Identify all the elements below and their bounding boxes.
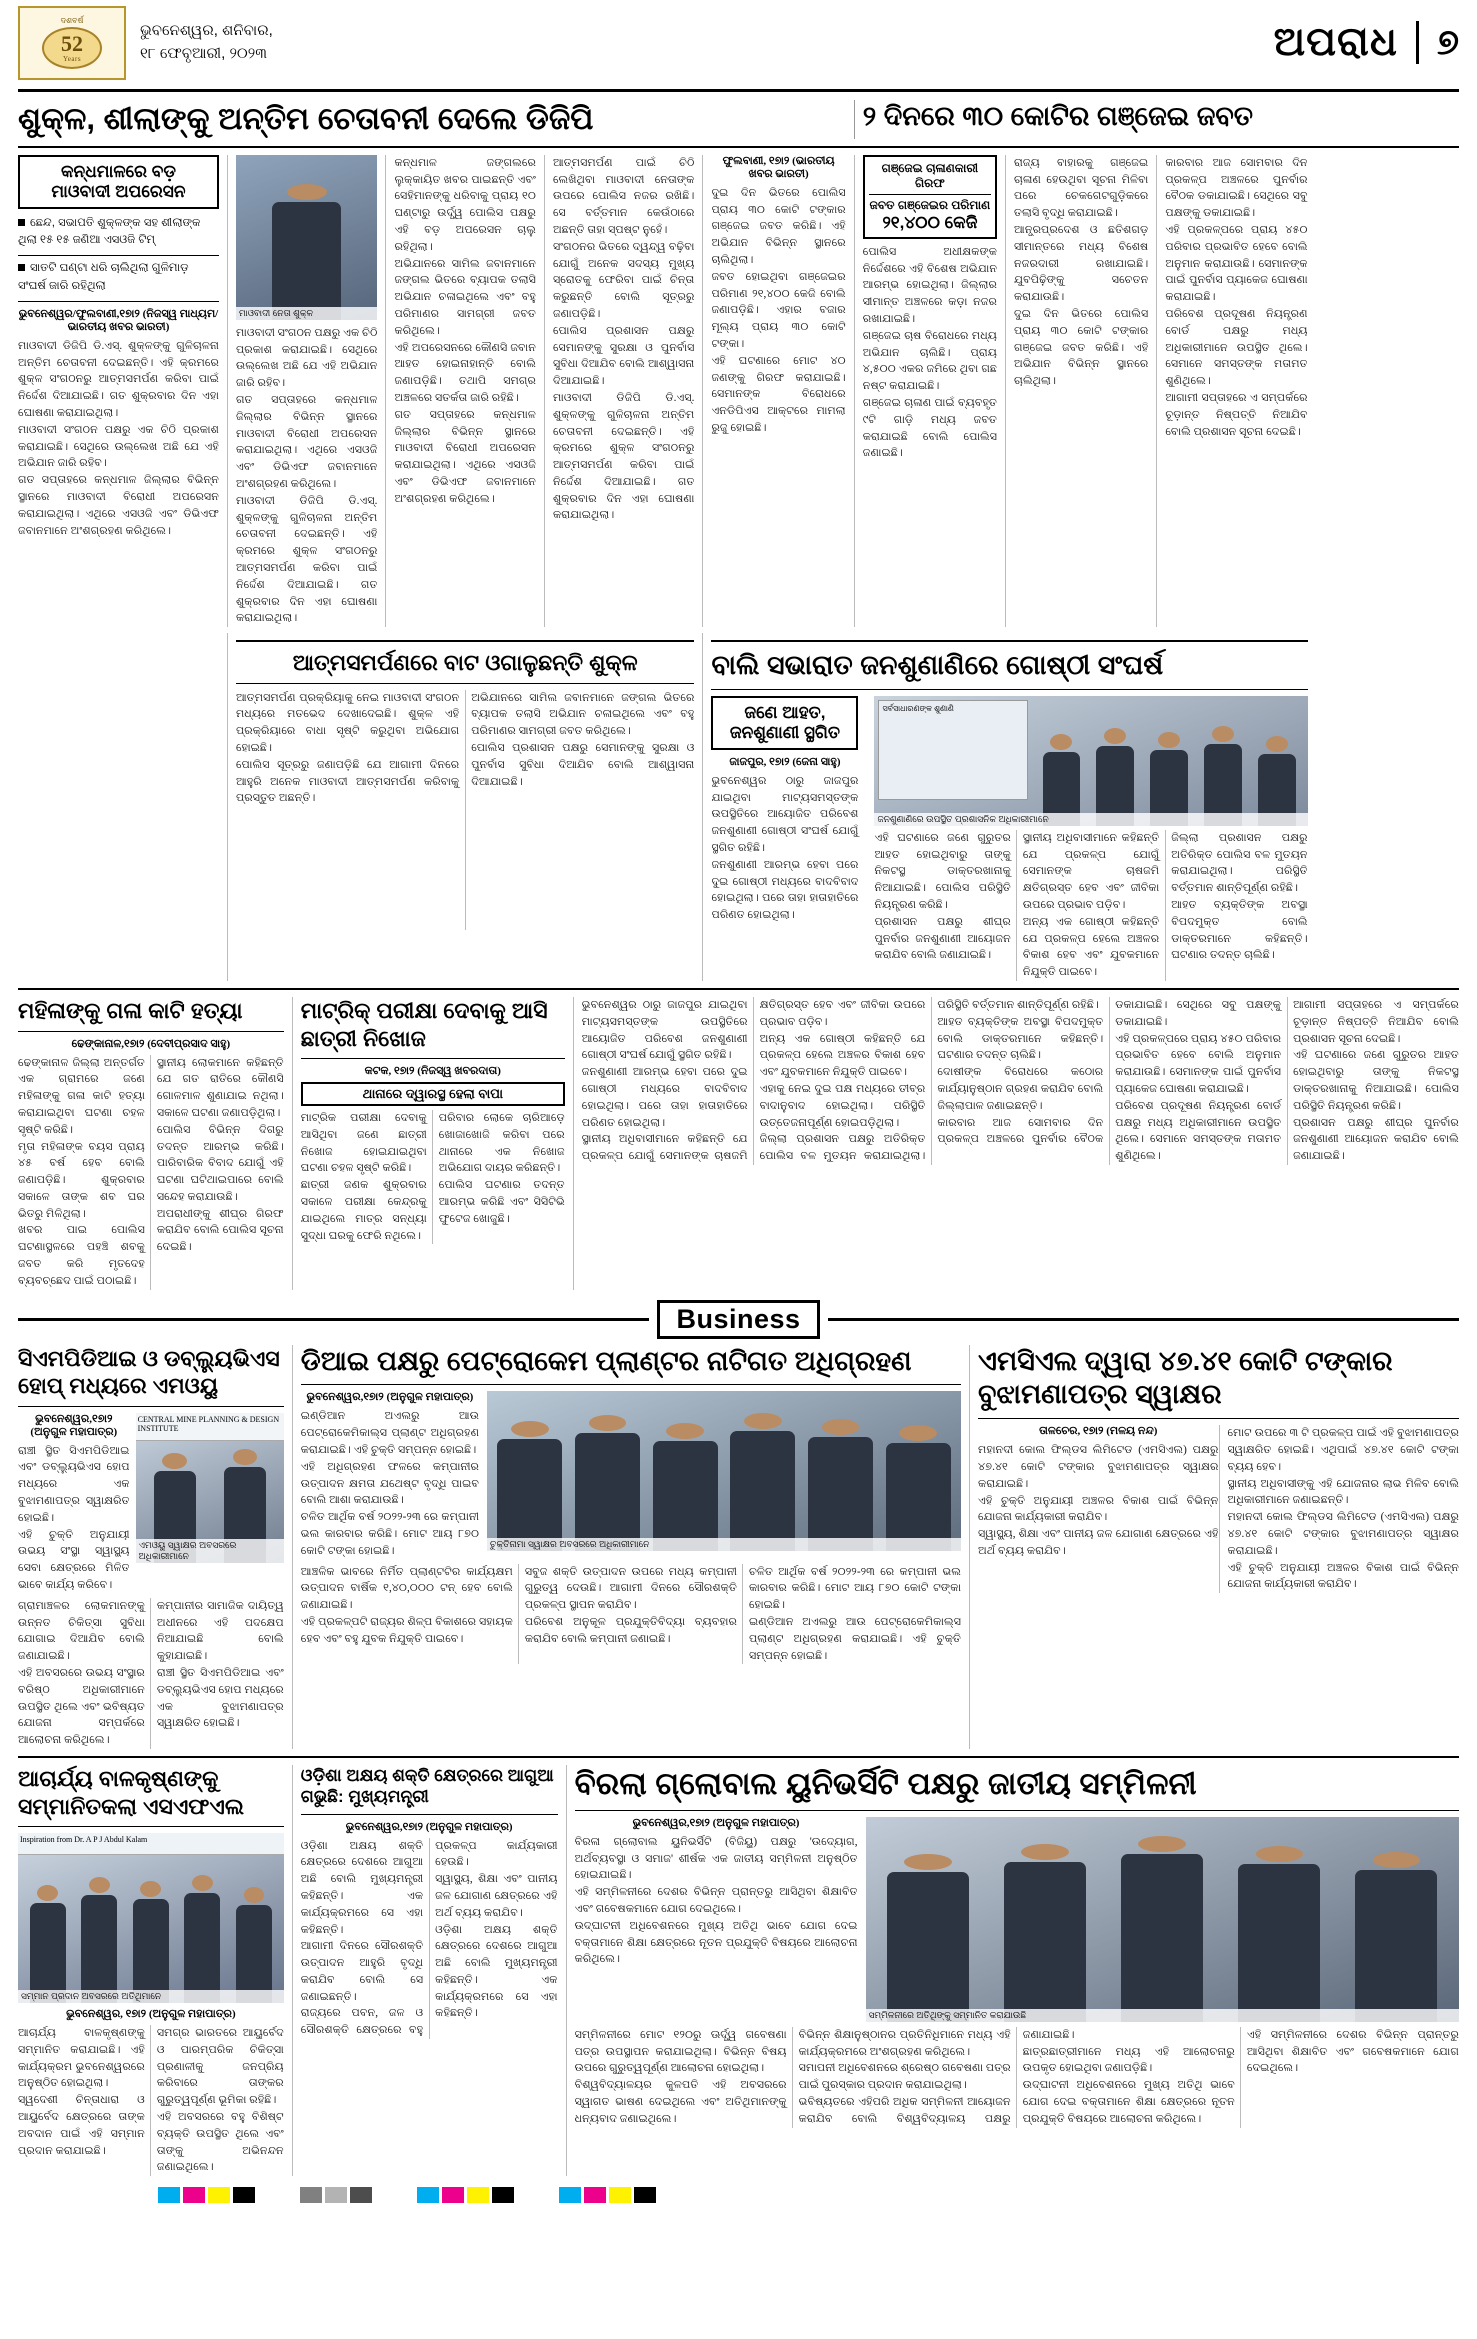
award-photo [18,1833,284,2003]
bali-dateline: ଜାଜପୁର, ୧୭ା୨ (ଜେନା ସାହୁ) [729,755,841,768]
birla-photo [866,1817,1459,2022]
birla-para: ବିଭିନ୍ନ ଶିକ୍ଷାନୁଷ୍ଠାନର ପ୍ରତିନିଧିମାନେ ମଧ୍ୟ ଏହି କାର୍ଯ୍ୟକ୍ରମରେ ଅଂଶଗ୍ରହଣ କରିଥିଲେ। [798,2028,1011,2058]
petro-para: ଚଳିତ ଆର୍ଥିକ ବର୍ଷ ୨୦୨୨-୨୩ ରେ କମ୍ପାନୀ ଭଲ କାରବାର କରିଛି। ମୋଟ ଆୟ ୮୭୦ କୋଟି ଟଙ୍କା ହୋଇଛି। [748,1565,962,1612]
lead-dateline: ଭୁବନେଶ୍ୱର/ଫୁଲବାଣୀ,୧୭ା୨ (ନିଜସ୍ୱ ମାଧ୍ୟମ/ଭାରତୀୟ ଖବର ଭାରତୀ) [18,307,219,333]
lead-col3-para: ଏହି ଅପରେସନରେ କୌଣସି ଜବାନ ଆହତ ହୋଇନାହାନ୍ତି ବୋଲି ଜଣାପଡ଼ିଛି। ତଥାପି ସମଗ୍ର ଅଞ୍ଚଳରେ ସତର୍କତା ଜାରି ରହିଛି। [394,341,536,404]
top-headline-row [18,100,1459,139]
top-section [18,155,1459,627]
bali-box-line1: ଜଣେ ଆହତ, [744,702,826,722]
murder-para: ପୋଲିସ ବିଭିନ୍ନ ଦିଗରୁ ତଦନ୍ତ ଆରମ୍ଭ କରିଛି। ପାରିବାରିକ ବିବାଦ ଯୋଗୁଁ ଏହି ଘଟଣା ଘଟିଥାଇପାରେ ବୋଲି ସନ୍ଦେହ କରାଯାଉଛି। [156,1123,284,1203]
award-para: ସ୍ୱଦେଶୀ ଚିନ୍ତାଧାରା ଓ ଆୟୁର୍ବେଦ କ୍ଷେତ୍ରରେ ତାଙ୍କ ଅବଦାନ ପାଇଁ ଏହି ସମ୍ମାନ ପ୍ରଦାନ କରାଯାଇଛି। [18,2094,145,2157]
murder-dateline: ଢେଙ୍କାନାଳ,୧୭ା୨ (ଦେବୀପ୍ରସାଦ ସାହୁ) [71,1037,231,1050]
bali-headline: ବାଲି ସଭାରାତ ଜନଶୁଣାଣିରେ ଗୋଷ୍ଠୀ ସଂଘର୍ଷ [711,650,1164,681]
ganja-info-box [863,155,997,239]
lead-col4-para: ସଂଗଠନର ଭିତରେ ଦ୍ୱନ୍ଦ୍ୱ ବଢ଼ିବା ଯୋଗୁଁ ଅନେକ ସଦସ୍ୟ ମୁଖ୍ୟ ସ୍ରୋତକୁ ଫେରିବା ପାଇଁ ଚିନ୍ତା କରୁଛନ୍ତି ବୋଲି ସୂତ୍ରରୁ ଜଣାପଡ଼ିଛି। [552,240,695,320]
lead-col4-para: ପୋଲିସ ପ୍ରଶାସନ ପକ୍ଷରୁ ସେମାନଙ୍କୁ ସୁରକ୍ଷା ଓ ପୁନର୍ବାସ ସୁବିଧା ଦିଆଯିବ ବୋଲି ଆଶ୍ୱାସନା ଦିଆଯାଇଛି। [552,324,695,388]
mcl-para: ମହାନଦୀ କୋଲ ଫିଲ୍ଡସ ଲିମିଟେଡ (ଏମସିଏଲ) ପକ୍ଷରୁ ୪୭.୪୧ କୋଟି ଟଙ୍କାର ବୁଝାମଣାପତ୍ର ସ୍ୱାକ୍ଷର କରାଯାଇଛି। [978,1444,1219,1490]
ganja-para: ଦୁଇ ଦିନ ଭିତରେ ପୋଲିସ ପ୍ରାୟ ୩୦ କୋଟି ଟଙ୍କାର ଗଞ୍ଜେଇ ଜବତ କରିଛି। ଏହି ଅଭିଯାନ ବିଭିନ୍ନ ସ୍ଥାନରେ ଚାଲିଥିଲା। [1014,307,1149,388]
petro-headline: ଡିଆଇ ପକ୍ଷରୁ ପେଟ୍ରୋକେମ ପ୍ଲାଣ୍ଟର ନାଟିଗତ ଅଧିଗ୍ରହଣ [300,1345,912,1376]
bali-cont-para: ପରିବେଶ ପ୍ରଦୂଷଣ ନିୟନ୍ତ୍ରଣ ବୋର୍ଡ ପକ୍ଷରୁ ମଧ୍ୟ ଅଧିକାରୀମାନେ ଉପସ୍ଥିତ ଥିଲେ। ସେମାନେ ସମସ୍ତଙ୍କ ମତାମତ ଶୁଣିଥିଲେ। [1115,1099,1282,1163]
logo-anniversary-ring [42,27,102,69]
masthead-dateline [140,20,273,65]
bali-cont-para: ଆଗାମୀ ସପ୍ତାହରେ ଏ ସମ୍ପର୍କରେ ଚୂଡ଼ାନ୍ତ ନିଷ୍ପତ୍ତି ନିଆଯିବ ବୋଲି ପ୍ରଶାସନ ସୂଚନା ଦେଇଛି। [1293,999,1459,1045]
birla-para: ଉଦ୍‌ଘାଟନୀ ଅଧିବେଶନରେ ମୁଖ୍ୟ ଅତିଥି ଭାବେ ଯୋଗ ଦେଇ ବକ୍ତାମାନେ ଶିକ୍ଷା କ୍ଷେତ୍ରରେ ନୂତନ ପ୍ରଯୁକ୍ତି ବିଷୟରେ ଆଲୋଚନା କରିଥିଲେ। [574,1919,858,1966]
murder-headline: ମହିଳାଙ୍କୁ ଗଳା କାଟି ହତ୍ୟା [18,998,243,1024]
ganja-box-qty: ୨୧,୪୦୦ କେଜି [882,212,978,232]
energy-para: ଆଗାମୀ ଦିନରେ ସୌରଶକ୍ତି ଉତ୍ପାଦନ ଆହୁରି ବୃଦ୍ଧି କରାଯିବ ବୋଲି ସେ ଜଣାଇଛନ୍ତି। [300,1940,424,2003]
lead-col3-para: କନ୍ଧମାଳ ଜଙ୍ଗଲରେ ଲୁକ୍କାୟିତ ଖବର ପାଇଛନ୍ତି ଏବଂ ସେହିମାନଙ୍କୁ ଧରିବାକୁ ପ୍ରାୟ ୧୦ ଘଣ୍ଟାରୁ ଉର୍ଦ୍ଧ୍ୱ ପୋଲିସ ପକ୍ଷରୁ ଏହି ବଡ଼ ଅପରେସନ ଚାଲୁ ରହିଥିଲା। [394,156,536,253]
birla-para: ସମ୍ମିଳନୀରେ ମୋଟ ୧୨୦ରୁ ଊର୍ଦ୍ଧ୍ୱ ଗବେଷଣା ପତ୍ର ଉପସ୍ଥାପନ କରାଯାଇଥିଲା। ବିଭିନ୍ନ ବିଷୟ ଉପରେ ଗୁରୁତ୍ୱପୂର୍ଣ୍ଣ ଆଲୋଚନା ହୋଇଥିଲା। [574,2028,787,2075]
petro-para: ଆଞ୍ଚଳିକ ଭାବରେ ନିର୍ମିତ ପ୍ଲାଣ୍ଟଟିର କାର୍ଯ୍ୟକ୍ଷମ ଉତ୍ପାଦନ ବାର୍ଷିକ ୧,୪୦,୦୦୦ ଟନ୍ ହେବ ବୋଲି ଜଣାଯାଇଛି। [300,1565,513,1612]
energy-para: ରାଜ୍ୟରେ ପବନ, ଜଳ ଓ ସୌରଶକ୍ତି କ୍ଷେତ୍ରରେ ବହୁ ପ୍ରକଳ୍ପ କାର୍ଯ୍ୟକାରୀ ହେଉଛି। [300,1839,558,2037]
bali-cont-para: ଦୋଷୀଙ୍କ ବିରୋଧରେ କଠୋର କାର୍ଯ୍ୟାନୁଷ୍ଠାନ ଗ୍ରହଣ କରାଯିବ ବୋଲି ଜିଲ୍ଲାପାଳ ଜଣାଇଛନ୍ତି। [937,1066,1104,1112]
ganja-para: ପୋଲିସ ଅଧୀକ୍ଷକଙ୍କ ନିର୍ଦ୍ଦେଶରେ ଏହି ବିଶେଷ ଅଭିଯାନ ଆରମ୍ଭ ହୋଇଥିଲା। ଜିଲ୍ଲାର ସୀମାନ୍ତ ଅଞ୍ଚଳରେ କଡ଼ା ନଜର ରଖାଯାଇଛି। [862,245,998,325]
color-group-4 [559,2187,659,2203]
photo-caption: ଚୁକ୍ତିନାମା ସ୍ୱାକ୍ଷର ଅବସରରେ ଅଧିକାରୀମାନେ [487,1538,961,1551]
bali-para: ଜିଲ୍ଲା ପ୍ରଶାସନ ପକ୍ଷରୁ ଅତିରିକ୍ତ ପୋଲିସ ବଳ ମୁତୟନ କରାଯାଇଥିଲା। ପରିସ୍ଥିତି ବର୍ତ୍ତମାନ ଶାନ୍ତିପୂର୍ଣ୍ଣ ରହିଛି। [1171,831,1308,895]
mou-para: ରାଞ୍ଚୀ ସ୍ଥିତ ସିଏମପିଡିଆଇ ଏବଂ ଡବ୍ଲ୍ୟୁଭିଏସ ହୋପ ମଧ୍ୟରେ ଏକ ବୁଝାମଣାପତ୍ର ସ୍ୱାକ୍ଷରିତ ହୋଇଛି। [18,1444,130,1524]
mou-para: ରାଞ୍ଚୀ ସ୍ଥିତ ସିଏମପିଡିଆଇ ଏବଂ ଡବ୍ଲ୍ୟୁଭିଏସ ହୋପ ମଧ୍ୟରେ ଏକ ବୁଝାମଣାପତ୍ର ସ୍ୱାକ୍ଷରିତ ହୋଇଛି। [156,1667,284,1730]
logo-years-number: 52 [61,31,83,56]
petro-photo [487,1391,961,1551]
bali-cont-para: ଜନଶୁଣାଣୀ ଆରମ୍ଭ ହେବା ପରେ ଦୁଇ ଗୋଷ୍ଠୀ ମଧ୍ୟରେ ବାଦବିବାଦ ହୋଇଥିଲା। ପରେ ତାହା ହାତାହାତିରେ ପରିଣତ ହୋଇଥିଲା। [581,1066,748,1129]
exam-para: ପରିବାର ଲୋକେ ଚାରିଆଡ଼େ ଖୋଜାଖୋଜି କରିବା ପରେ ଥାନାରେ ଏକ ନିଖୋଜ ଅଭିଯୋଗ ଦାୟର କରିଛନ୍ତି। [438,1112,565,1175]
birla-para: ବିଶ୍ୱବିଦ୍ୟାଳୟର କୁଳପତି ଏହି ଅବସରରେ ସ୍ୱାଗତ ଭାଷଣ ଦେଇଥିଲେ ଏବଂ ଅତିଥିମାନଙ୍କୁ ଧନ୍ୟବାଦ ଜଣାଇଥିଲେ। [574,2079,787,2125]
bali-cont-para: ଏହି ଘଟଣାରେ ଜଣେ ଗୁରୁତର ଆହତ ହୋଇଥିବାରୁ ତାଙ୍କୁ ନିକଟସ୍ଥ ଡାକ୍ତରଖାନାକୁ ନିଆଯାଇଛି। ପୋଲିସ ପରିସ୍ଥିତି ନିୟନ୍ତ୍ରଣ କରିଛି। [1293,1049,1459,1112]
ganja-para: ଗଞ୍ଜେଇ ଚାଳାଣ ପାଇଁ ବ୍ୟବହୃତ ୯ଟି ଗାଡ଼ି ମଧ୍ୟ ଜବତ କରାଯାଇଛି ବୋଲି ପୋଲିସ ଜଣାଇଛି। [862,396,998,460]
birla-para: ସମାପନୀ ଅଧିବେଶନରେ ଶ୍ରେଷ୍ଠ ଗବେଷଣା ପତ୍ର ପାଇଁ ପୁରସ୍କାର ପ୍ରଦାନ କରାଯାଇଥିଲା। [798,2062,1011,2092]
murder-para: ଖବର ପାଇ ପୋଲିସ ଘଟଣାସ୍ଥଳରେ ପହଞ୍ଚି ଶବକୁ ଜବତ କରି ମୃତଦେହ ବ୍ୟବଚ୍ଛେଦ ପାଇଁ ପଠାଇଛି। [18,1224,145,1287]
bullet-text: ସାତଟି ଘଣ୍ଟା ଧରି ଚାଲିଥିଲା ଗୁଳିମାଡ଼ ସଂଘର୍ଷ ଜାରି ରହିଥିଲା [18,262,189,292]
birla-para: ବିରଳା ଗ୍ଲୋବାଲ ୟୁନିଭର୍ସିଟି (ବିଜିୟୁ) ପକ୍ଷରୁ 'ଉଦ୍ୟୋଗ, ଅର୍ଥବ୍ୟବସ୍ଥା ଓ ସମାଜ' ଶୀର୍ଷକ ଏକ ଜାତୀୟ ସମ୍ମିଳନୀ ଅନୁଷ୍ଠିତ ହୋଇଯାଇଛି। [574,1835,858,1882]
ganja-para: ଦୁଇ ଦିନ ଭିତରେ ପୋଲିସ ପ୍ରାୟ ୩୦ କୋଟି ଟଙ୍କାର ଗଞ୍ଜେଇ ଜବତ କରିଛି। ଏହି ଅଭିଯାନ ବିଭିନ୍ନ ସ୍ଥାନରେ ଚାଲିଥିଲା। [711,186,846,266]
murder-para: ଅପରାଧୀଙ୍କୁ ଶୀଘ୍ର ଗିରଫ କରାଯିବ ବୋଲି ପୋଲିସ ସୂଚନା ଦେଇଛି। [156,1207,284,1254]
exam-headline: ମାଟ୍ରିକ୍ ପରୀକ୍ଷା ଦେବାକୁ ଆସି ଛାତ୍ରୀ ନିଖୋଜ [300,998,548,1051]
mcl-dateline: ତାଳଚେର, ୧୭ା୨ (ମଳୟ ନନ୍ଦ) [1039,1425,1158,1438]
ganja-para: ଜବତ ହୋଇଥିବା ଗଞ୍ଜେଇର ପରିମାଣ ୨୧,୪୦୦ କେଜି ବୋଲି ଜଣାପଡ଼ିଛି। ଏହାର ବଜାର ମୂଲ୍ୟ ପ୍ରାୟ ୩୦ କୋଟି ଟଙ୍କା। [711,270,846,350]
bali-para: ଜନଶୁଣାଣୀ ଆରମ୍ଭ ହେବା ପରେ ଦୁଇ ଗୋଷ୍ଠୀ ମଧ୍ୟରେ ବାଦବିବାଦ ହୋଇଥିଲା। ପରେ ତାହା ହାତାହାତିରେ ପରିଣତ ହୋଇଥିଲା। [711,858,859,922]
mou-photo [136,1413,284,1563]
energy-headline: ଓଡ଼ିଶା ଅକ୍ଷୟ ଶକ୍ତି କ୍ଷେତ୍ରରେ ଆଗୁଆ ଗଭୁଛି: ମୁଖ୍ୟମନ୍ତ୍ରୀ [300,1766,554,1807]
bali-para: ଏହି ପ୍ରକଳ୍ପରେ ପ୍ରାୟ ୪୫୦ ପରିବାର ପ୍ରଭାବିତ ହେବେ ବୋଲି ଅନୁମାନ କରାଯାଉଛି। ସେମାନଙ୍କ ପାଇଁ ପୁନର୍ବାସ ପ୍ୟାକେଜ ଘୋଷଣା କରାଯାଇଛି। [1165,223,1308,304]
petro-para: ଏହି ଅଧିଗ୍ରହଣ ଫଳରେ କମ୍ପାନୀର ଉତ୍ପାଦନ କ୍ଷମତା ଯଥେଷ୍ଟ ବୃଦ୍ଧି ପାଇବ ବୋଲି ଆଶା କରାଯାଉଛି। [300,1460,480,1507]
photo-banner: ସର୍ବସାଧାରଣଙ୍କ ଶୁଣାଣି [878,700,1028,800]
business-row-2 [18,1765,1459,2176]
lead-headline: ଶୁକ୍ଳ, ଶୀଲାଙ୍କୁ ଅନ୍ତିମ ଚେତାବନୀ ଦେଲେ ଡିଜିପି [18,101,594,136]
surrender-para: ଅଭିଯାନରେ ସାମିଲ ଜବାନମାନେ ଜଙ୍ଗଲ ଭିତରେ ବ୍ୟାପକ ତଲାସି ଅଭିଯାନ ଚଳାଇଥିଲେ ଏବଂ ବହୁ ପରିମାଣର ସାମଗ୍ରୀ ଜବତ କରିଥିଲେ। [471,691,695,738]
mcl-para: ଏହି ଚୁକ୍ତି ଅନୁଯାୟୀ ଅଞ୍ଚଳର ବିକାଶ ପାଇଁ ବିଭିନ୍ନ ଯୋଜନା କାର୍ଯ୍ୟକାରୀ କରାଯିବ। [1227,1561,1459,1591]
surrender-para: ପୋଲିସ ପ୍ରଶାସନ ପକ୍ଷରୁ ସେମାନଙ୍କୁ ସୁରକ୍ଷା ଓ ପୁନର୍ବାସ ସୁବିଧା ଦିଆଯିବ ବୋଲି ଆଶ୍ୱାସନା ଦିଆଯାଇଛି। [471,741,695,788]
photo-caption: ମାଓବାଦୀ ନେତା ଶୁକ୍ଳ [236,307,378,320]
maoist-leader-photo [236,155,378,320]
mou-para: ଗ୍ରାମାଞ୍ଚଳର ଲୋକମାନଙ୍କୁ ଉନ୍ନତ ଚିକିତ୍ସା ସୁବିଧା ଯୋଗାଇ ଦିଆଯିବ ବୋଲି ଜଣାଯାଇଛି। [18,1599,145,1663]
mou-para: କମ୍ପାନୀର ସାମାଜିକ ଦାୟିତ୍ୱ ଅଧୀନରେ ଏହି ପଦକ୍ଷେପ ନିଆଯାଇଛି ବୋଲି କୁହାଯାଇଛି। [156,1599,284,1663]
bali-box-line2: ଜନଶୁଣାଣୀ ସ୍ଥଗିତ [729,722,841,742]
masthead [18,0,1459,92]
ganja-box-line2: ଜବତ ଗଞ୍ଜେଇର ପରିମାଣ [869,197,991,212]
birla-para: ଭବିଷ୍ୟତରେ ଏହିପରି ଅଧିକ ସମ୍ମିଳନୀ ଆୟୋଜନ କରାଯିବ ବୋଲି ବିଶ୍ୱବିଦ୍ୟାଳୟ ପକ୍ଷରୁ ଜଣାଯାଇଛି। [798,2028,1075,2125]
masthead-place: ଭୁବନେଶ୍ୱର, ଶନିବାର, [140,22,273,39]
birla-para: ଏହି ସମ୍ମିଳନୀରେ ଦେଶର ବିଭିନ୍ନ ପ୍ରାନ୍ତରୁ ଆସିଥିବା ଶିକ୍ଷାବିତ ଏବଂ ଗବେଷକମାନେ ଯୋଗ ଦେଇଥିଲେ। [574,1886,858,1915]
bali-cont-para: ଅନ୍ୟ ଏକ ଗୋଷ୍ଠୀ କହିଛନ୍ତି ଯେ ପ୍ରକଳ୍ପ ହେଲେ ଅଞ୍ଚଳର ବିକାଶ ହେବ ଏବଂ ଯୁବକମାନେ ନିଯୁକ୍ତି ପାଇବେ। [759,1032,926,1079]
award-dateline: ଭୁବନେଶ୍ୱର, ୧୭ା୨ (ଅନୁଗୁଳ ମହାପାତ୍ର) [66,2008,236,2021]
photo-caption: ଜନଶୁଣାଣିରେ ଉପସ୍ଥିତ ପ୍ରଶାସନିକ ଅଧିକାରୀମାନେ [874,813,1307,826]
bali-para: ପ୍ରଶାସନ ପକ୍ଷରୁ ଶୀଘ୍ର ପୁନର୍ବାର ଜନଶୁଣାଣୀ ଆୟୋଜନ କରାଯିବ ବୋଲି ଜଣାଯାଇଛି। [874,915,1011,962]
photo-caption: ସମ୍ମାନ ପ୍ରଦାନ ଅବସରରେ ଅତିଥିମାନେ [18,1990,284,2003]
award-para: ଆଚାର୍ଯ୍ୟ ବାଳକୃଷ୍ଣଙ୍କୁ ସମ୍ମାନିତ କରାଯାଇଛି। ଏହି କାର୍ଯ୍ୟକ୍ରମ ଭୁବନେଶ୍ୱରରେ ଅନୁଷ୍ଠିତ ହୋଇଥିଲା। [18,2027,145,2090]
lead-col3-para: ଗତ ସପ୍ତାହରେ କନ୍ଧମାଳ ଜିଲ୍ଲାର ବିଭିନ୍ନ ସ୍ଥାନରେ ମାଓବାଦୀ ବିରୋଧୀ ଅପରେସନ କରାଯାଇଥିଲା। ଏଥିରେ ଏସଓଜି ଏବଂ ଡିଭିଏଫ ଜବାନମାନେ ଅଂଶଗ୍ରହଣ କରିଥିଲେ। [394,408,536,505]
murder-para: ଢେଙ୍କାନାଳ ଜିଲ୍ଲା ଅନ୍ତର୍ଗତ ଏକ ଗ୍ରାମରେ ଜଣେ ମହିଳାଙ୍କୁ ଗଳା କାଟି ହତ୍ୟା କରାଯାଇଥିବା ଘଟଣା ଚହଳ ସୃଷ୍ଟି କରିଛି। [18,1056,145,1136]
masthead-section-block [1274,20,1459,65]
color-group-1 [158,2187,258,2203]
lead-para: ମାଓବାଦୀ ଡିଜିପି ଡି.ଏସ୍. ଶୁକ୍ଳଙ୍କୁ ଗୁଳିଚାଳନା ଅନ୍ତିମ ଚେତାବନୀ ଦେଇଛନ୍ତି। ଏହି କ୍ରମରେ ଶୁକ୍ଳ ସଂଗଠନରୁ ଆତ୍ମସମର୍ପଣ କରିବା ପାଇଁ ନିର୍ଦ୍ଦେଶ ଦିଆଯାଇଛି। ଗତ ଶୁକ୍ରବାର ଦିନ ଏହା ଘୋଷଣା କରାଯାଇଥିଲା। [235,494,378,625]
bali-para: ଆଗାମୀ ସପ୍ତାହରେ ଏ ସମ୍ପର୍କରେ ଚୂଡ଼ାନ୍ତ ନିଷ୍ପତ୍ତି ନିଆଯିବ ବୋଲି ପ୍ରଶାସନ ସୂଚନା ଦେଇଛି। [1165,391,1308,438]
color-registration-bar [18,2184,1459,2206]
page-number: ୭ [1416,21,1459,64]
bali-sub-box [711,696,858,750]
color-group-3 [417,2187,517,2203]
surrender-para: ଆତ୍ମସମର୍ପଣ ପ୍ରକ୍ରିୟାକୁ ନେଇ ମାଓବାଦୀ ସଂଗଠନ ମଧ୍ୟରେ ମତଭେଦ ଦେଖାଦେଇଛି। ଶୁକ୍ଳ ଏହି ପ୍ରକ୍ରିୟାରେ ବାଧା ସୃଷ୍ଟି କରୁଥିବା ଅଭିଯୋଗ ହୋଇଛି। [235,691,460,754]
mcl-para: ମୋଟ ଉପରେ ୩ ଟି ପ୍ରକଳ୍ପ ପାଇଁ ଏହି ବୁଝାମଣାପତ୍ର ସ୍ୱାକ୍ଷରିତ ହୋଇଛି। ଏଥିପାଇଁ ୪୭.୪୧ କୋଟି ଟଙ୍କା ବ୍ୟୟ ହେବ। [1227,1427,1459,1473]
photo-caption: ଏମଓୟୁ ସ୍ୱାକ୍ଷର ଅବସରରେ ଅଧିକାରୀମାନେ [136,1539,284,1563]
mou-para: ଏହି ଚୁକ୍ତି ଅନୁଯାୟୀ ଉଭୟ ସଂସ୍ଥା ସ୍ୱାସ୍ଥ୍ୟ ସେବା କ୍ଷେତ୍ରରେ ମିଳିତ ଭାବେ କାର୍ଯ୍ୟ କରିବେ। [18,1528,130,1592]
surrender-para: ପୋଲିସ ସୂତ୍ରରୁ ଜଣାପଡ଼ିଛି ଯେ ଆଗାମୀ ଦିନରେ ଆହୁରି ଅନେକ ମାଓବାଦୀ ଆତ୍ମସମର୍ପଣ କରିବାକୁ ପ୍ରସ୍ତୁତ ଅଛନ୍ତି। [235,758,460,805]
bali-para: କାରବାର ଆଜ ସୋମବାର ଦିନ ପ୍ରକଳ୍ପ ଅଞ୍ଚଳରେ ପୁନର୍ବାର ବୈଠକ ଡକାଯାଇଛି। ସେଥିରେ ସବୁ ପକ୍ଷଙ୍କୁ ଡକାଯାଇଛି। [1165,156,1308,220]
exam-para: ଛାତ୍ରୀ ଜଣକ ଶୁକ୍ରବାର ସକାଳେ ପରୀକ୍ଷା କେନ୍ଦ୍ରକୁ ଯାଇଥିଲେ ମାତ୍ର ସନ୍ଧ୍ୟା ସୁଦ୍ଧା ଘରକୁ ଫେରି ନଥିଲେ। [300,1179,427,1242]
bali-cont-para: ଏହି ପ୍ରକଳ୍ପରେ ପ୍ରାୟ ୪୫୦ ପରିବାର ପ୍ରଭାବିତ ହେବେ ବୋଲି ଅନୁମାନ କରାଯାଉଛି। ସେମାନଙ୍କ ପାଇଁ ପୁନର୍ବାସ ପ୍ୟାକେଜ ଘୋଷଣା କରାଯାଇଛି। [1115,1032,1282,1095]
petro-para: ଇଣ୍ଡିଆନ ଅଏଲରୁ ଆଉ ପେଟ୍ରୋକେମିକାଲ୍ସ ପ୍ଲାଣ୍ଟ ଅଧିଗ୍ରହଣ କରାଯାଇଛି। ଏହି ଚୁକ୍ତି ସମ୍ପନ୍ନ ହୋଇଛି। [748,1615,962,1662]
award-headline: ଆଚାର୍ଯ୍ୟ ବାଳକୃଷ୍ଣଙ୍କୁ ସମ୍ମାନିତକଲା ଏସଏଫଏଲ [18,1766,245,1819]
bali-para: ଆହତ ବ୍ୟକ୍ତିଙ୍କ ଅବସ୍ଥା ବିପଦମୁକ୍ତ ବୋଲି ଡାକ୍ତରମାନେ କହିଛନ୍ତି। ଘଟଣାର ତଦନ୍ତ ଚାଲିଛି। [1171,899,1308,962]
mcl-para: ସ୍ୱାସ୍ଥ୍ୟ, ଶିକ୍ଷା ଏବଂ ପାନୀୟ ଜଳ ଯୋଗାଣ କ୍ଷେତ୍ରରେ ଏହି ଅର୍ଥ ବ୍ୟୟ କରାଯିବ। [978,1528,1219,1557]
exam-para: ମାଟ୍ରିକ ପରୀକ୍ଷା ଦେବାକୁ ଆସିଥିବା ଜଣେ ଛାତ୍ରୀ ନିଖୋଜ ହୋଇଯାଇଥିବା ଘଟଣା ଚହଳ ସୃଷ୍ଟି କରିଛି। [300,1112,427,1175]
publication-logo [18,6,126,80]
photo-banner: Inspiration from Dr. A P J Abdul Kalam [18,1833,284,1855]
birla-dateline: ଭୁବନେଶ୍ୱର,୧୭ା୨ (ଅନୁଗୁଳ ମହାପାତ୍ର) [632,1816,800,1829]
business-section-label: Business [657,1300,819,1339]
lead-col4-para: ଆତ୍ମସମର୍ପଣ ପାଇଁ ଚିଠି ଲେଖିଥିବା ମାଓବାଦୀ ନେତାଙ୍କ ଉପରେ ପୋଲିସ ନଜର ରଖିଛି। ସେ ବର୍ତ୍ତମାନ କେଉଁଠାରେ ଅଛନ୍ତି ତାହା ସ୍ପଷ୍ଟ ନୁହେଁ। [552,156,695,236]
bullet-item [18,260,219,295]
section-title: ଅପରାଧ [1273,20,1398,64]
lead-col3-para: ଅଭିଯାନରେ ସାମିଲ ଜବାନମାନେ ଜଙ୍ଗଲ ଭିତରେ ବ୍ୟାପକ ତଲାସି ଅଭିଯାନ ଚଳାଇଥିଲେ ଏବଂ ବହୁ ପରିମାଣର ସାମଗ୍ରୀ ଜବତ କରିଥିଲେ। [394,257,536,337]
mcl-para: ସ୍ଥାନୀୟ ଅଧିବାସୀଙ୍କୁ ଏହି ଯୋଜନାର ଲାଭ ମିଳିବ ବୋଲି ଅଧିକାରୀମାନେ ଜଣାଇଛନ୍ତି। [1227,1477,1459,1507]
energy-para: ଓଡ଼ିଶା ଅକ୍ଷୟ ଶକ୍ତି କ୍ଷେତ୍ରରେ ଦେଶରେ ଆଗୁଆ ଅଛି ବୋଲି ମୁଖ୍ୟମନ୍ତ୍ରୀ କହିଛନ୍ତି। ଏକ କାର୍ଯ୍ୟକ୍ରମରେ ସେ ଏହା କହିଛନ୍ତି। [300,1839,424,1936]
petro-para: ଚଳିତ ଆର୍ଥିକ ବର୍ଷ ୨୦୨୨-୨୩ ରେ କମ୍ପାନୀ ଭଲ କାରବାର କରିଛି। ମୋଟ ଆୟ ୮୭୦ କୋଟି ଟଙ୍କା ହୋଇଛି। [300,1511,480,1557]
award-para: ସମଗ୍ର ଭାରତରେ ଆୟୁର୍ବେଦ ଓ ପାରମ୍ପରିକ ଚିକିତ୍ସା ପ୍ରଣାଳୀକୁ ଜନପ୍ରିୟ କରିବାରେ ତାଙ୍କର ଗୁରୁତ୍ୱପୂର୍ଣ୍ଣ ଭୂମିକା ରହିଛି। [156,2027,284,2107]
bali-cont-para: ଆହତ ବ୍ୟକ୍ତିଙ୍କ ଅବସ୍ଥା ବିପଦମୁକ୍ତ ବୋଲି ଡାକ୍ତରମାନେ କହିଛନ୍ତି। ଘଟଣାର ତଦନ୍ତ ଚାଲିଛି। [937,1015,1104,1062]
kicker-line2: ମାଓବାଦୀ ଅପରେସନ [51,181,186,201]
bullet-item [18,215,219,250]
lead-para: ଗତ ସପ୍ତାହରେ କନ୍ଧମାଳ ଜିଲ୍ଲାର ବିଭିନ୍ନ ସ୍ଥାନରେ ମାଓବାଦୀ ବିରୋଧୀ ଅପରେସନ କରାଯାଇଥିଲା। ଏଥିରେ ଏସଓଜି ଏବଂ ଡିଭିଏଫ ଜବାନମାନେ ଅଂଶଗ୍ରହଣ କରିଥିଲେ। [18,474,219,537]
petro-para: ଇଣ୍ଡିଆନ ଅଏଲରୁ ଆଉ ପେଟ୍ରୋକେମିକାଲ୍ସ ପ୍ଲାଣ୍ଟ ଅଧିଗ୍ରହଣ କରାଯାଇଛି। ଏହି ଚୁକ୍ତି ସମ୍ପନ୍ନ ହୋଇଛି। [300,1410,480,1457]
second-band [18,633,1459,981]
mcl-headline: ଏମସିଏଲ ଦ୍ୱାରା ୪୭.୪୧ କୋଟି ଟଙ୍କାର ବୁଝାମଣାପତ୍ର ସ୍ୱାକ୍ଷର [978,1345,1393,1410]
lead-bullets [18,215,219,295]
lead-para: ମାଓବାଦୀ ସଂଗଠନ ପକ୍ଷରୁ ଏକ ଚିଠି ପ୍ରକାଶ କରାଯାଇଛି। ସେଥିରେ ଉଲ୍ଲେଖ ଅଛି ଯେ ଏହି ଅଭିଯାନ ଜାରି ରହିବ। [18,423,219,470]
bali-cont-para: ସ୍ଥାନୀୟ ଅଧିବାସୀମାନେ କହିଛନ୍ତି ଯେ ପ୍ରକଳ୍ପ ଯୋଗୁଁ ସେମାନଙ୍କ ଚାଷଜମି କ୍ଷତିଗ୍ରସ୍ତ ହେବ ଏବଂ ଜୀବିକା ଉପରେ ପ୍ରଭାବ ପଡ଼ିବ। [581,999,926,1163]
ganja-para: ଗଞ୍ଜେଇ ଚାଷ ବିରୋଧରେ ମଧ୍ୟ ଅଭିଯାନ ଚାଲିଛି। ପ୍ରାୟ ୪,୫୦୦ ଏକର ଜମିରେ ଥିବା ଗଛ ନଷ୍ଟ କରାଯାଇଛି। [862,329,998,393]
lead-kicker-box [18,155,219,209]
petro-para: ପରିବେଶ ଅନୁକୂଳ ପ୍ରଯୁକ୍ତିବିଦ୍ୟା ବ୍ୟବହାର କରାଯିବ ବୋଲି କମ୍ପାନୀ ଜଣାଇଛି। [524,1615,737,1645]
bali-cont-para: କାରବାର ଆଜ ସୋମବାର ଦିନ ପ୍ରକଳ୍ପ ଅଞ୍ଚଳରେ ପୁନର୍ବାର ବୈଠକ ଡକାଯାଇଛି। ସେଥିରେ ସବୁ ପକ୍ଷଙ୍କୁ ଡକାଯାଇଛି। [937,999,1282,1146]
bali-para: ଅନ୍ୟ ଏକ ଗୋଷ୍ଠୀ କହିଛନ୍ତି ଯେ ପ୍ରକଳ୍ପ ହେଲେ ଅଞ୍ଚଳର ବିକାଶ ହେବ ଏବଂ ଯୁବକମାନେ ନିଯୁକ୍ତି ପାଇବେ। [1022,915,1160,979]
birla-headline: ବିରଲା ଗ୍ଲୋବାଲ ୟୁନିଭର୍ସିଟି ପକ୍ଷରୁ ଜାତୀୟ ସମ୍ମିଳନୀ [574,1766,1197,1802]
third-band [18,997,1459,1290]
birla-para: ଉଦ୍‌ଘାଟନୀ ଅଧିବେଶନରେ ମୁଖ୍ୟ ଅତିଥି ଭାବେ ଯୋଗ ଦେଇ ବକ୍ତାମାନେ ଶିକ୍ଷା କ୍ଷେତ୍ରରେ ନୂତନ ପ୍ରଯୁକ୍ତି ବିଷୟରେ ଆଲୋଚନା କରିଥିଲେ। [1022,2079,1235,2125]
business-row-1 [18,1345,1459,1749]
color-group-2 [300,2187,375,2203]
exam-para: ପୋଲିସ ଘଟଣାର ତଦନ୍ତ ଆରମ୍ଭ କରିଛି ଏବଂ ସିସିଟିଭି ଫୁଟେଜ ଖୋଜୁଛି। [438,1179,565,1225]
bali-cont-para: ଜିଲ୍ଲା ପ୍ରଶାସନ ପକ୍ଷରୁ ଅତିରିକ୍ତ ପୋଲିସ ବଳ ମୁତୟନ କରାଯାଇଥିଲା। ପରିସ୍ଥିତି ବର୍ତ୍ତମାନ ଶାନ୍ତିପୂର୍ଣ୍ଣ ରହିଛି। [759,999,1099,1163]
lead-para: ଗତ ସପ୍ତାହରେ କନ୍ଧମାଳ ଜିଲ୍ଲାର ବିଭିନ୍ନ ସ୍ଥାନରେ ମାଓବାଦୀ ବିରୋଧୀ ଅପରେସନ କରାଯାଇଥିଲା। ଏଥିରେ ଏସଓଜି ଏବଂ ଡିଭିଏଫ ଜବାନମାନେ ଅଂଶଗ୍ରହଣ କରିଥିଲେ। [235,393,378,490]
petro-para: ସବୁଜ ଶକ୍ତି ଉତ୍ପାଦନ ଉପରେ ମଧ୍ୟ କମ୍ପାନୀ ଗୁରୁତ୍ୱ ଦେଉଛି। ଆଗାମୀ ଦିନରେ ସୌରଶକ୍ତି ପ୍ରକଳ୍ପ ସ୍ଥାପନ କରାଯିବ। [524,1565,737,1612]
award-para: ଏହି ଅବସରରେ ବହୁ ବିଶିଷ୍ଟ ବ୍ୟକ୍ତି ଉପସ୍ଥିତ ଥିଲେ ଏବଂ ତାଙ୍କୁ ଅଭିନନ୍ଦନ ଜଣାଇଥିଲେ। [156,2111,284,2174]
ganja-para: ଆନ୍ଧ୍ରପ୍ରଦେଶ ଓ ଛତିଶଗଡ଼ ସୀମାନ୍ତରେ ମଧ୍ୟ ବିଶେଷ ନଜରଦାରୀ ରଖାଯାଇଛି। ଯୁବପିଢ଼ିଙ୍କୁ ସଚେତନ କରାଯାଉଛି। [1014,223,1149,304]
ganja-para: ରାଜ୍ୟ ବାହାରକୁ ଗଞ୍ଜେଇ ଚାଳାଣ ହେଉଥିବା ସୂଚନା ମିଳିବା ପରେ ଚେକଗେଟଗୁଡ଼ିକରେ ତଲାସି ବୃଦ୍ଧି କରାଯାଇଛି। [1014,156,1149,220]
exam-subhead: ଥାନାରେ ଦ୍ୱାରସ୍ଥ ହେଲା ବାପା [301,1082,565,1106]
mou-dateline: ଭୁବନେଶ୍ୱର,୧୭ା୨ (ଅନୁଗୁଳ ମହାପାତ୍ର) [30,1412,118,1438]
mcl-para: ମହାନଦୀ କୋଲ ଫିଲ୍ଡସ ଲିମିଟେଡ (ଏମସିଏଲ) ପକ୍ଷରୁ ୪୭.୪୧ କୋଟି ଟଙ୍କାର ବୁଝାମଣାପତ୍ର ସ୍ୱାକ୍ଷର କରାଯାଇଛି। [1227,1511,1459,1557]
lead-para: ମାଓବାଦୀ ଡିଜିପି ଡି.ଏସ୍. ଶୁକ୍ଳଙ୍କୁ ଗୁଳିଚାଳନା ଅନ୍ତିମ ଚେତାବନୀ ଦେଇଛନ୍ତି। ଏହି କ୍ରମରେ ଶୁକ୍ଳ ସଂଗଠନରୁ ଆତ୍ମସମର୍ପଣ କରିବା ପାଇଁ ନିର୍ଦ୍ଦେଶ ଦିଆଯାଇଛି। ଗତ ଶୁକ୍ରବାର ଦିନ ଏହା ଘୋଷଣା କରାଯାଇଥିଲା। [18,339,219,419]
photo-caption: ସମ୍ମିଳନୀରେ ଅତିଥିଙ୍କୁ ସମ୍ମାନିତ କରାଯାଉଛି [866,2009,1459,2022]
masthead-date: ୧୮ ଫେବୃଆରୀ, ୨୦୨୩ [140,44,268,62]
exam-dateline: କଟକ, ୧୭ା୨ (ନିଜସ୍ୱ ଖବରଦାତା) [364,1065,501,1078]
bali-para: ଭୁବନେଶ୍ୱର ଠାରୁ ଜାଜପୁର ଯାଇଥିବା ମାଟ୍ୟସମସ୍ତଙ୍କ ଉପସ୍ଥିତିରେ ଆୟୋଜିତ ପରିବେଶ ଜନଶୁଣାଣୀ ଗୋଷ୍ଠୀ ସଂଘର୍ଷ ଯୋଗୁଁ ସ୍ଥଗିତ ରହିଛି। [711,774,859,855]
lead-col4-para: ମାଓବାଦୀ ଡିଜିପି ଡି.ଏସ୍. ଶୁକ୍ଳଙ୍କୁ ଗୁଳିଚାଳନା ଅନ୍ତିମ ଚେତାବନୀ ଦେଇଛନ୍ତି। ଏହି କ୍ରମରେ ଶୁକ୍ଳ ସଂଗଠନରୁ ଆତ୍ମସମର୍ପଣ କରିବା ପାଇଁ ନିର୍ଦ୍ଦେଶ ଦିଆଯାଇଛି। ଗତ ଶୁକ୍ରବାର ଦିନ ଏହା ଘୋଷଣା କରାଯାଇଥିଲା। [552,391,695,522]
bullet-text: ଛେନ୍ଦ, ସଭାପତି ଶୁକ୍ଳଙ୍କ ସହ ଶୀଲାଙ୍କ ଥିଲା ୧୫ ୧୫ ଜଣିଆ ଏସଓଜି ଟିମ୍ [18,216,201,246]
lead-para: ମାଓବାଦୀ ସଂଗଠନ ପକ୍ଷରୁ ଏକ ଚିଠି ପ୍ରକାଶ କରାଯାଇଛି। ସେଥିରେ ଉଲ୍ଲେଖ ଅଛି ଯେ ଏହି ଅଭିଯାନ ଜାରି ରହିବ। [235,326,378,390]
logo-top-text: ଦଶବର୍ଷ [60,16,84,25]
mou-para: ଏହି ଅବସରରେ ଉଭୟ ସଂସ୍ଥାର ବରିଷ୍ଠ ଅଧିକାରୀମାନେ ଉପସ୍ଥିତ ଥିଲେ ଏବଂ ଭବିଷ୍ୟତ ଯୋଜନା ସମ୍ପର୍କରେ ଆଲୋଚନା କରିଥିଲେ। [18,1667,145,1747]
surrender-subhead: ଆତ୍ମସମର୍ପଣରେ ବାଟ ଓଗାଳୁଛନ୍ତି ଶୁକ୍ଳ [292,650,638,676]
petro-para: ଏହି ପ୍ରକଳ୍ପଟି ରାଜ୍ୟର ଶିଳ୍ପ ବିକାଶରେ ସହାୟକ ହେବ ଏବଂ ବହୁ ଯୁବକ ନିଯୁକ୍ତି ପାଇବେ। [300,1615,513,1645]
kicker-line1: କନ୍ଧମାଳରେ ବଡ଼ [60,161,176,181]
ganja-dateline: ଫୁଲବାଣୀ, ୧୭ା୨ (ଭାରତୀୟ ଖବର ଭାରତୀ) [722,154,835,180]
mou-headline: ସିଏମପିଡିଆଇ ଓ ଡବ୍ଲ୍ୟୁଭିଏସ ହୋପ୍ ମଧ୍ୟରେ ଏମଓୟୁ [18,1345,280,1399]
logo-years-label: Years [62,55,82,63]
energy-para: ଓଡ଼ିଶା ଅକ୍ଷୟ ଶକ୍ତି କ୍ଷେତ୍ରରେ ଦେଶରେ ଆଗୁଆ ଅଛି ବୋଲି ମୁଖ୍ୟମନ୍ତ୍ରୀ କହିଛନ୍ତି। ଏକ କାର୍ଯ୍ୟକ୍ରମରେ ସେ ଏହା କହିଛନ୍ତି। [435,1923,558,2020]
ganja-box-line1: ଗଞ୍ଜେଇ ଚାଳାଣକାରୀ ଗିରଫ [881,160,979,190]
bali-cont-para: ଭୁବନେଶ୍ୱର ଠାରୁ ଜାଜପୁର ଯାଇଥିବା ମାଟ୍ୟସମସ୍ତଙ୍କ ଉପସ୍ଥିତିରେ ଆୟୋଜିତ ପରିବେଶ ଜନଶୁଣାଣୀ ଗୋଷ୍ଠୀ ସଂଘର୍ଷ ଯୋଗୁଁ ସ୍ଥଗିତ ରହିଛି। [581,999,748,1062]
mcl-para: ଏହି ଚୁକ୍ତି ଅନୁଯାୟୀ ଅଞ୍ଚଳର ବିକାଶ ପାଇଁ ବିଭିନ୍ନ ଯୋଜନା କାର୍ଯ୍ୟକାରୀ କରାଯିବ। [978,1494,1219,1524]
murder-para: ସ୍ଥାନୀୟ ଲୋକମାନେ କହିଛନ୍ତି ଯେ ଗତ ରାତିରେ କୌଣସି ଗୋଳମାଳ ଶୁଣାଯାଇ ନଥିଲା। ସକାଳେ ଘଟଣା ଜଣାପଡ଼ିଥିଲା। [156,1056,284,1119]
bali-para: ପରିବେଶ ପ୍ରଦୂଷଣ ନିୟନ୍ତ୍ରଣ ବୋର୍ଡ ପକ୍ଷରୁ ମଧ୍ୟ ଅଧିକାରୀମାନେ ଉପସ୍ଥିତ ଥିଲେ। ସେମାନେ ସମସ୍ତଙ୍କ ମତାମତ ଶୁଣିଥିଲେ। [1165,307,1308,388]
janasunani-photo [874,696,1307,826]
bali-para: ସ୍ଥାନୀୟ ଅଧିବାସୀମାନେ କହିଛନ୍ତି ଯେ ପ୍ରକଳ୍ପ ଯୋଗୁଁ ସେମାନଙ୍କ ଚାଷଜମି କ୍ଷତିଗ୍ରସ୍ତ ହେବ ଏବଂ ଜୀବିକା ଉପରେ ପ୍ରଭାବ ପଡ଼ିବ। [1022,831,1160,912]
ganja-headline: ୨ ଦିନରେ ୩୦ କୋଟିର ଗଞ୍ଜେଇ ଜବତ [862,101,1254,131]
bali-para: ଏହି ଘଟଣାରେ ଜଣେ ଗୁରୁତର ଆହତ ହୋଇଥିବାରୁ ତାଙ୍କୁ ନିକଟସ୍ଥ ଡାକ୍ତରଖାନାକୁ ନିଆଯାଇଛି। ପୋଲିସ ପରିସ୍ଥିତି ନିୟନ୍ତ୍ରଣ କରିଛି। [874,831,1011,912]
murder-para: ମୃତା ମହିଳାଙ୍କ ବୟସ ପ୍ରାୟ ୪୫ ବର୍ଷ ହେବ ବୋଲି ଜଣାପଡ଼ିଛି। ଶୁକ୍ରବାର ସକାଳେ ତାଙ୍କ ଶବ ଘର ଭିତରୁ ମିଳିଥିଲା। [18,1140,145,1220]
bali-cont-para: ଏହାକୁ ନେଇ ଦୁଇ ପକ୍ଷ ମଧ୍ୟରେ ତୀବ୍ର ବାଦାନୁବାଦ ହୋଇଥିଲା। ପରିସ୍ଥିତି ଉତ୍ତେଜନାପୂର୍ଣ୍ଣ ହୋଇପଡ଼ିଥିଲା। [759,1083,926,1129]
photo-banner: CENTRAL MINE PLANNING & DESIGN INSTITUTE [136,1413,284,1441]
birla-para: ଏହି ସମ୍ମିଳନୀରେ ଦେଶର ବିଭିନ୍ନ ପ୍ରାନ୍ତରୁ ଆସିଥିବା ଶିକ୍ଷାବିତ ଏବଂ ଗବେଷକମାନେ ଯୋଗ ଦେଇଥିଲେ। [1246,2028,1459,2075]
energy-para: ସ୍ୱାସ୍ଥ୍ୟ, ଶିକ୍ଷା ଏବଂ ପାନୀୟ ଜଳ ଯୋଗାଣ କ୍ଷେତ୍ରରେ ଏହି ଅର୍ଥ ବ୍ୟୟ କରାଯିବ। [435,1873,558,1919]
ganja-para: ଏହି ଘଟଣାରେ ମୋଟ ୪୦ ଜଣଙ୍କୁ ଗିରଫ କରାଯାଇଛି। ସେମାନଙ୍କ ବିରୋଧରେ ଏନଡିପିଏସ ଆକ୍ଟରେ ମାମଲା ରୁଜୁ ହୋଇଛି। [711,354,846,434]
birla-para: ଛାତ୍ରଛାତ୍ରୀମାନେ ମଧ୍ୟ ଏହି ଆଲୋଚନାରୁ ଉପକୃତ ହୋଇଥିବା ଜଣାପଡ଼ିଛି। [1022,2045,1235,2075]
petro-dateline: ଭୁବନେଶ୍ୱର,୧୭ା୨ (ଅନୁଗୁଳ ମହାପାତ୍ର) [306,1391,474,1404]
business-band [18,1300,1459,1339]
energy-dateline: ଭୁବନେଶ୍ୱର,୧୭ା୨ (ଅନୁଗୁଳ ମହାପାତ୍ର) [345,1820,513,1833]
bali-cont-para: ପ୍ରଶାସନ ପକ୍ଷରୁ ଶୀଘ୍ର ପୁନର୍ବାର ଜନଶୁଣାଣୀ ଆୟୋଜନ କରାଯିବ ବୋଲି ଜଣାଯାଇଛି। [1293,1116,1459,1163]
